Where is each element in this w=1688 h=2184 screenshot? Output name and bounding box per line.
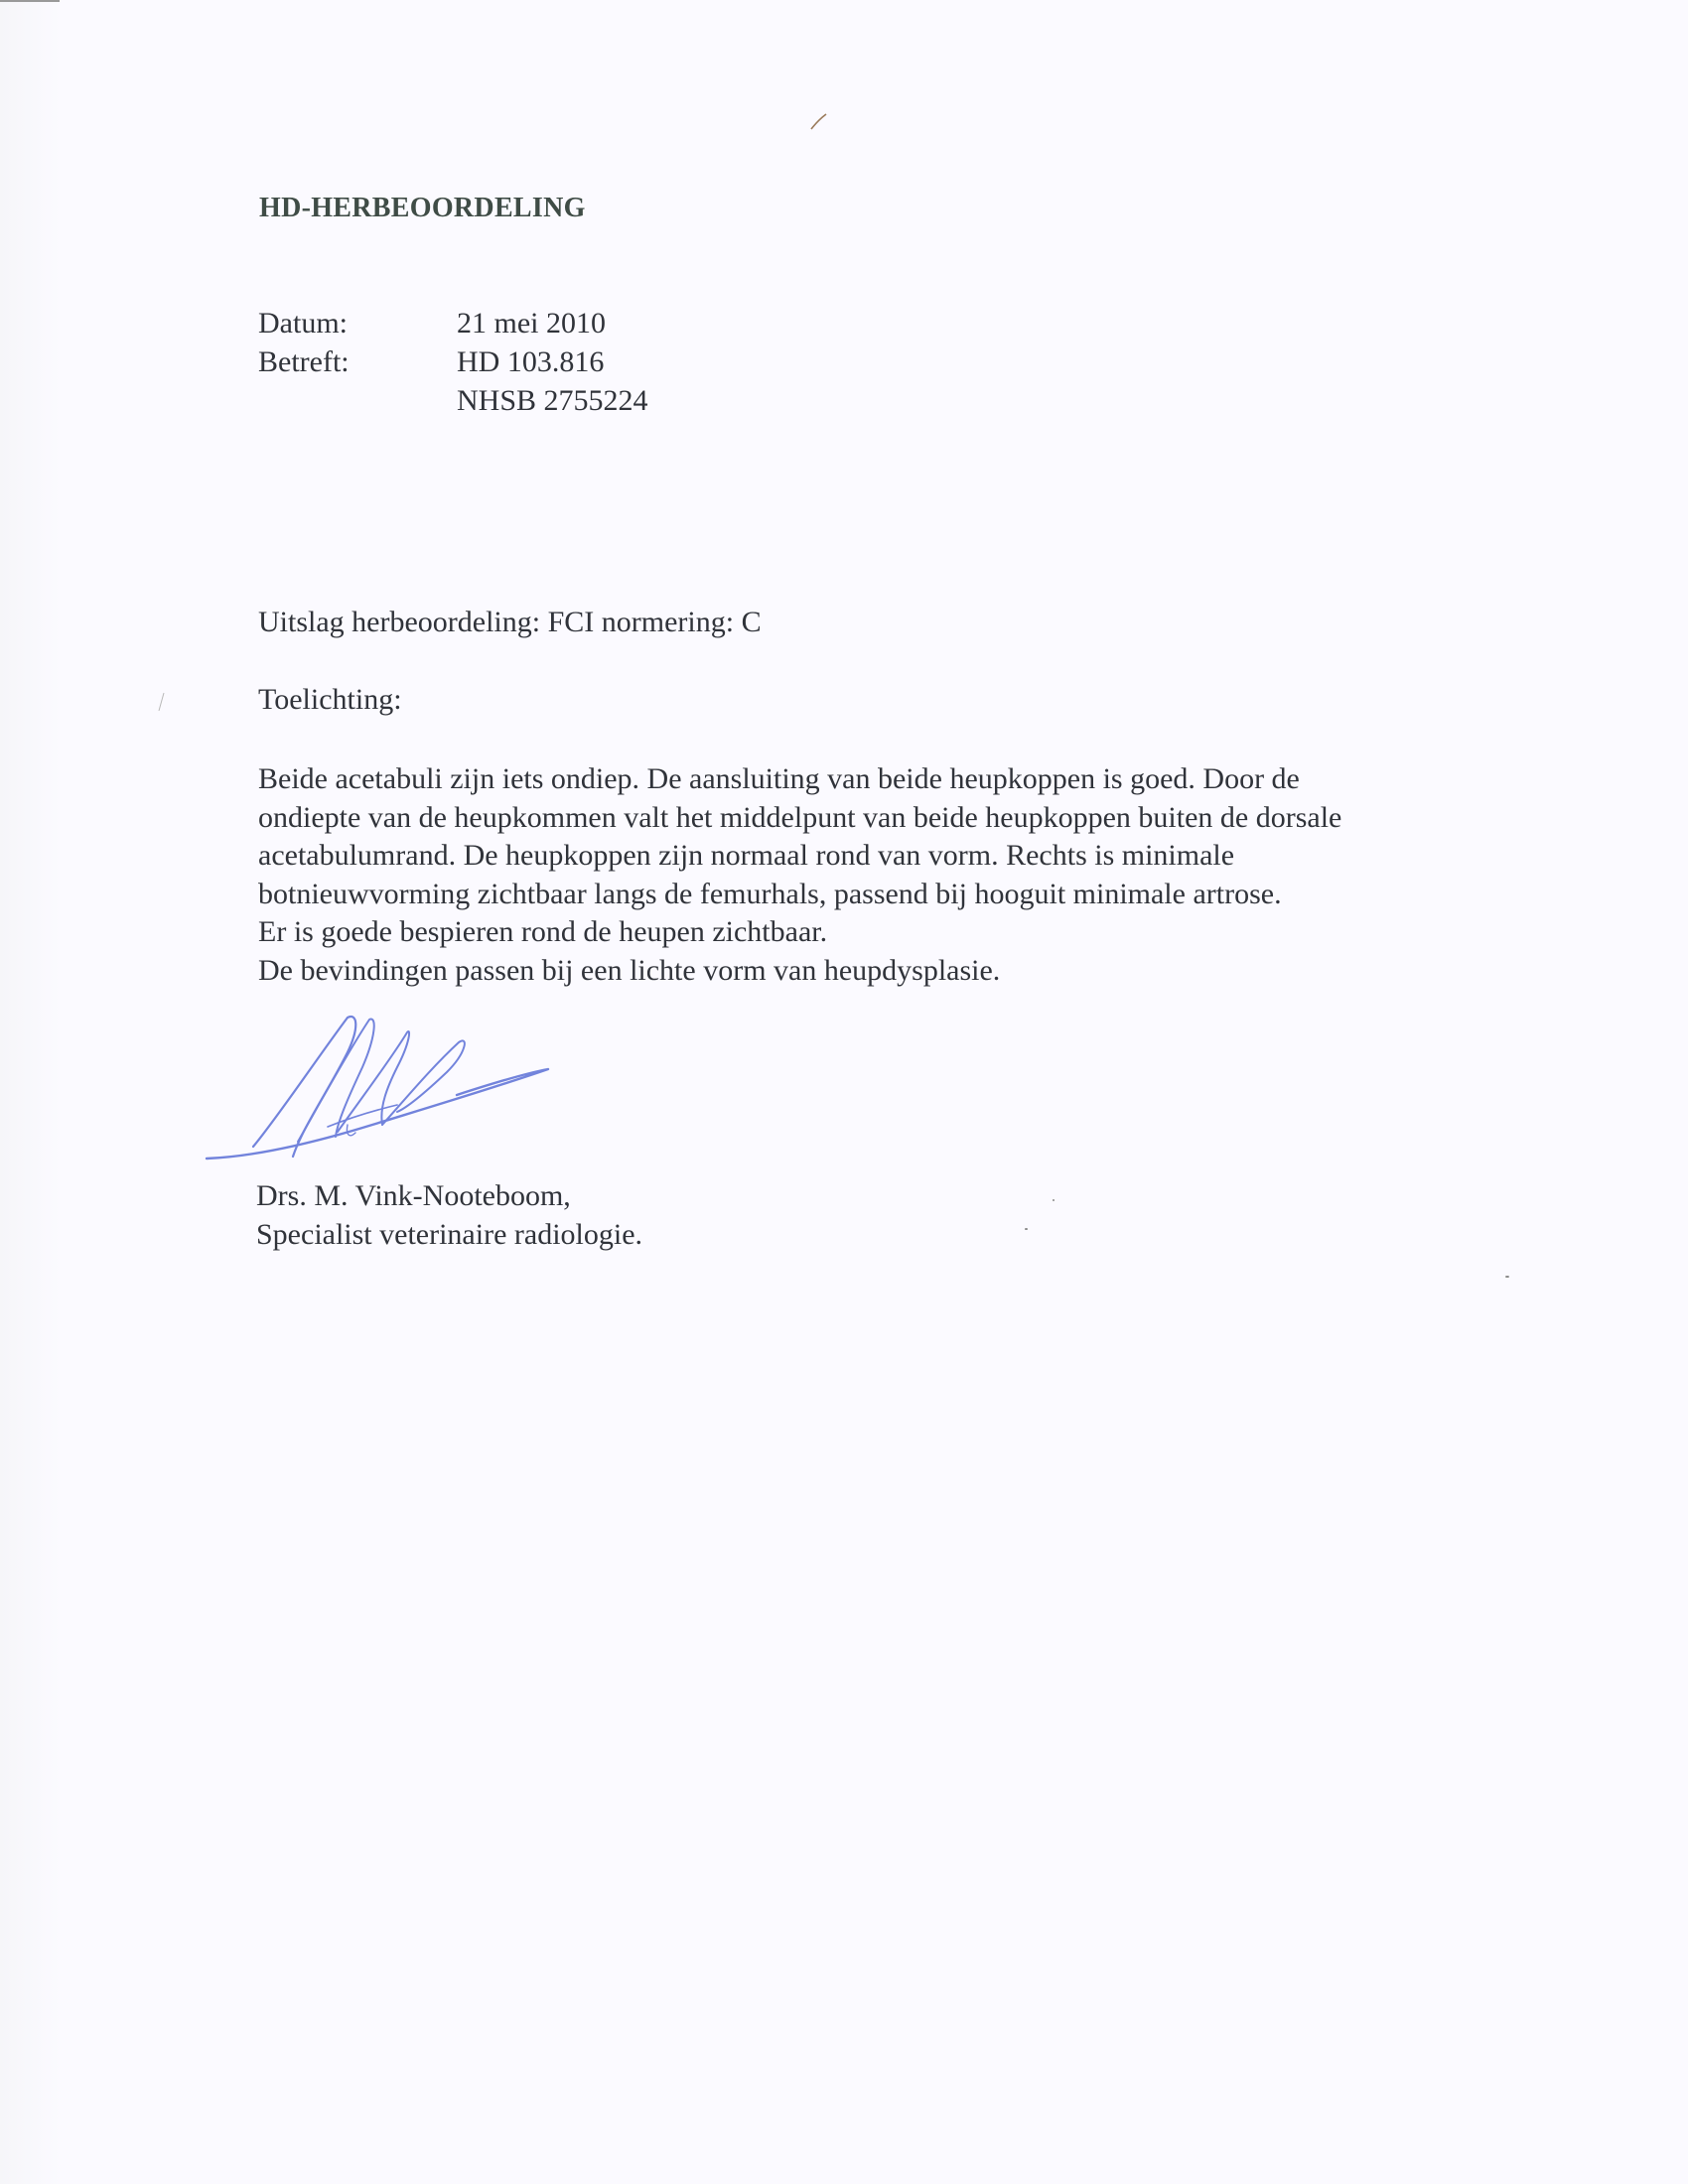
explanation-body bbox=[258, 760, 1509, 990]
meta-row-date bbox=[258, 304, 814, 342]
scan-speck bbox=[1505, 1276, 1509, 1278]
document-title: HD-HERBEOORDELING bbox=[259, 193, 586, 223]
meta-row-registration bbox=[258, 381, 814, 420]
scan-speck bbox=[1025, 1228, 1028, 1230]
meta-row-subject bbox=[258, 342, 814, 381]
signer-block bbox=[256, 1176, 642, 1254]
body-line: acetabulumrand. De heupkoppen zijn normaal rond van vorm. Rechts is minimale bbox=[258, 839, 1235, 872]
body-line: ondiepte van de heupkommen valt het middelpunt van beide heupkoppen buiten de dorsale bbox=[258, 800, 1342, 834]
pencil-mark bbox=[809, 111, 829, 131]
handwritten-signature bbox=[199, 1008, 566, 1171]
registration-number: NHSB 2755224 bbox=[457, 384, 648, 417]
margin-mark bbox=[157, 691, 167, 713]
signer-name: Drs. M. Vink-Nooteboom, bbox=[256, 1179, 571, 1212]
body-line: De bevindingen passen bij een lichte vorm van heupdysplasie. bbox=[258, 953, 1001, 987]
explanation-heading: Toelichting: bbox=[258, 683, 402, 716]
registration-label bbox=[258, 381, 457, 420]
body-line: botnieuwvorming zichtbaar langs de femurhals, passend bij hooguit minimale artrose. bbox=[258, 877, 1282, 910]
scan-edge-shadow bbox=[0, 0, 62, 2184]
meta-block bbox=[258, 304, 814, 420]
result-line: Uitslag herbeoordeling: FCI normering: C bbox=[258, 606, 762, 638]
body-line: Er is goede bespieren rond de heupen zichtbaar. bbox=[258, 915, 828, 948]
date-value: 21 mei 2010 bbox=[457, 307, 606, 340]
signer-title: Specialist veterinaire radiologie. bbox=[256, 1218, 643, 1251]
subject-hd-number: HD 103.816 bbox=[457, 345, 605, 378]
body-line: Beide acetabuli zijn iets ondiep. De aansluiting van beide heupkoppen is goed. Door de bbox=[258, 762, 1300, 795]
date-label: Datum: bbox=[258, 307, 348, 340]
subject-label: Betreft: bbox=[258, 345, 350, 378]
scan-speck bbox=[1053, 1199, 1055, 1201]
scan-edge-line bbox=[0, 0, 60, 2]
